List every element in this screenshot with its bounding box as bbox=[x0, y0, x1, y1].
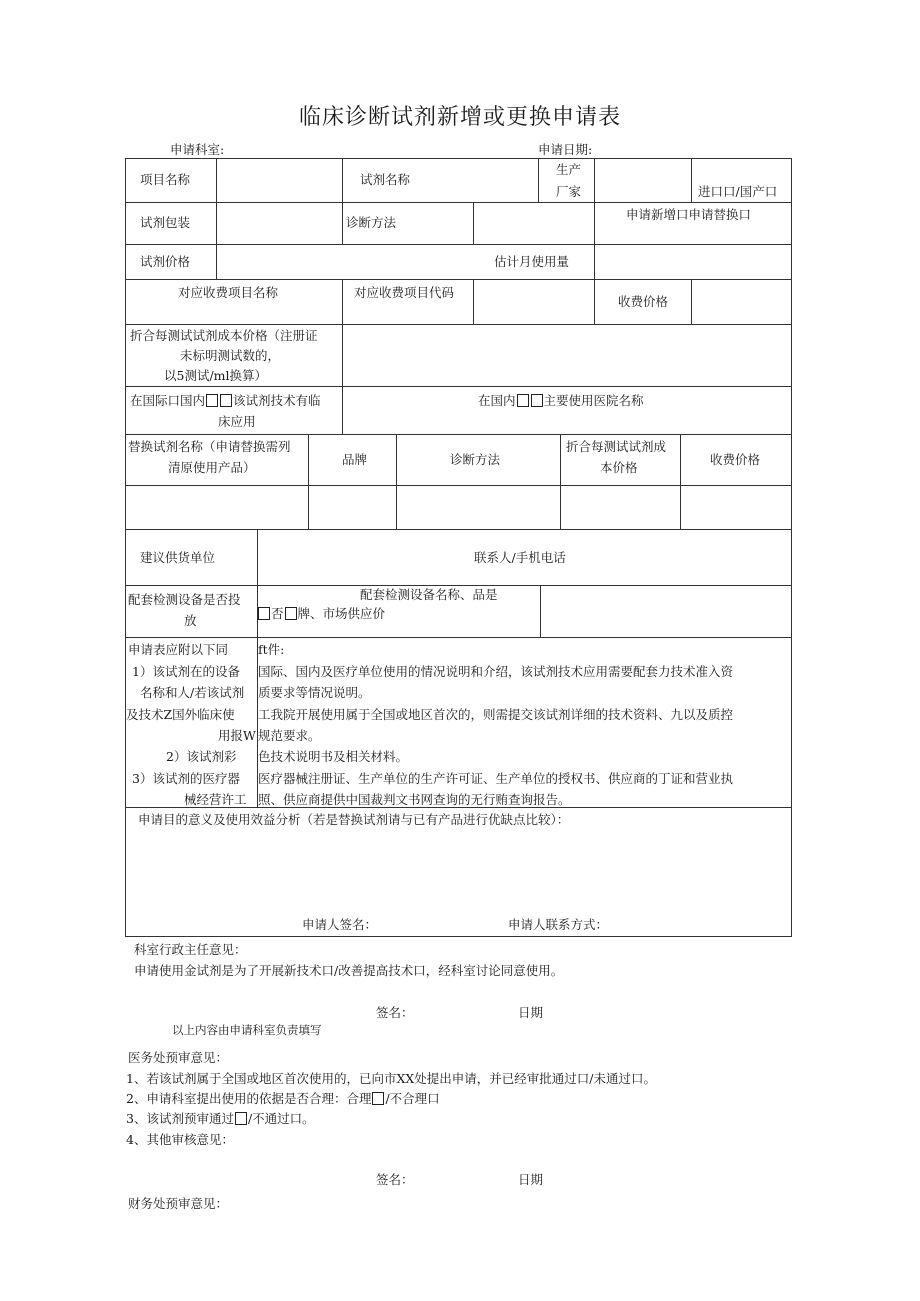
cost-per-test-b-label: 折合每测试试剂成 bbox=[566, 439, 667, 454]
checkbox-icon[interactable] bbox=[517, 394, 529, 407]
medical-dept-label: 医务处预审意见： bbox=[128, 1050, 229, 1065]
checkbox-icon[interactable] bbox=[235, 1112, 247, 1125]
attach-right-line: 照、供应商提供中国裁判文书网查询的无行贿查询报告。 bbox=[258, 792, 571, 807]
main-hospital-label bbox=[478, 391, 644, 411]
cost-per-test-b-label-2: 本价格 bbox=[600, 460, 638, 475]
manufacturer-label: 生产 bbox=[556, 162, 582, 177]
origin-checkbox[interactable]: 进口口/国产口 bbox=[698, 184, 778, 199]
apply-type-checkbox[interactable]: 申请新增口申请替换口 bbox=[626, 207, 752, 222]
main-hospital-text-1: 在国内 bbox=[478, 393, 516, 408]
dept-note: 以上内容由申请科室负责填写 bbox=[172, 1023, 322, 1037]
attach-left-line: 及技术Z国外临床使 bbox=[126, 707, 235, 722]
hospital-usage-label bbox=[130, 391, 321, 411]
checkbox-icon[interactable] bbox=[220, 394, 232, 407]
medical-sign-label: 签名： bbox=[376, 1172, 414, 1187]
dept-opinion-label: 科室行政主任意见： bbox=[134, 942, 247, 957]
equipment-name-label-2 bbox=[257, 604, 385, 624]
attach-left-line: 3）该试剂的医疗器 bbox=[132, 771, 240, 786]
attach-left-line: 2）该试剂彩 bbox=[166, 749, 237, 764]
replace-name-label-2: 清原使用产品） bbox=[168, 460, 256, 475]
attach-left-line: 名称和人/若该试剂 bbox=[140, 685, 245, 700]
fee-item-code-label: 对应收费项目代码 bbox=[354, 285, 455, 300]
contact-label: 联系人/手机电话 bbox=[474, 550, 566, 565]
medical-item-2-text: 2、申请科室提出使用的依据是否合理：合理 bbox=[126, 1091, 372, 1106]
item-name-label: 项目名称 bbox=[140, 172, 191, 187]
hospital-usage-text-2: 该试剂技术有临 bbox=[233, 393, 321, 408]
attach-right-line: 色技术说明书及相关材料。 bbox=[258, 749, 409, 764]
diag-method-label-2: 诊断方法 bbox=[450, 452, 501, 467]
fee-price-label: 收费价格 bbox=[618, 294, 669, 309]
dept-opinion-text: 申请使用金试剂是为了开展新技术口/改善提高技术口，经科室讨论同意使用。 bbox=[134, 963, 564, 978]
manufacturer-label-2: 厂家 bbox=[556, 184, 582, 199]
attach-right-line: 国际、国内及医疗单位使用的情况说明和介绍，该试剂技术应用需要配套力技术准入资 bbox=[258, 664, 734, 679]
reagent-name-label: 试剂名称 bbox=[360, 172, 411, 187]
equipment-name-text-2: 否 bbox=[271, 606, 284, 621]
medical-item-4: 4、其他审核意见： bbox=[126, 1132, 234, 1147]
cost-per-test-label: 折合每测试试剂成本价格（注册证 bbox=[130, 328, 318, 343]
attach-right-line: 规范要求。 bbox=[258, 728, 321, 743]
medical-item-2 bbox=[126, 1089, 440, 1109]
medical-item-3 bbox=[126, 1109, 315, 1129]
applicant-sign-label: 申请人签名： bbox=[302, 917, 378, 932]
checkbox-icon[interactable] bbox=[372, 1092, 384, 1105]
attach-left-line: 械经营许工 bbox=[184, 792, 247, 807]
attach-left-line: 申请表应附以下同 bbox=[128, 642, 229, 657]
applicant-contact-label: 申请人联系方式： bbox=[508, 917, 609, 932]
attach-right-line: 质要求等情况说明。 bbox=[258, 685, 371, 700]
packaging-label: 试剂包装 bbox=[140, 215, 191, 230]
attach-right-line: ft件: bbox=[258, 642, 285, 657]
checkbox-icon[interactable] bbox=[285, 607, 297, 620]
equipment-name-label: 配套检测设备名称、品是 bbox=[360, 587, 498, 602]
checkbox-icon[interactable] bbox=[206, 394, 218, 407]
dept-sign-label: 签名： bbox=[376, 1005, 414, 1020]
fee-item-name-label: 对应收费项目名称 bbox=[178, 285, 279, 300]
medical-date-label: 日期 bbox=[518, 1172, 544, 1187]
equipment-label: 配套检测设备是否投 bbox=[128, 592, 241, 607]
hospital-usage-text-1: 在国际口国内 bbox=[130, 393, 206, 408]
diag-method-label: 诊断方法 bbox=[346, 215, 397, 230]
checkbox-icon[interactable] bbox=[531, 394, 543, 407]
purpose-label: 申请目的意义及使用效益分析（若是替换试剂请与已有产品进行优缺点比较）： bbox=[138, 812, 570, 827]
equipment-name-text-3: 牌、市场供应价 bbox=[297, 606, 386, 621]
checkbox-icon[interactable] bbox=[258, 607, 270, 620]
main-hospital-text-2: 主要使用医院名称 bbox=[543, 393, 644, 408]
medical-item-1: 1、若该试剂属于全国或地区首次使用的，已向市XX处提出申请，并已经审批通过口/未通过口。 bbox=[126, 1071, 656, 1086]
attach-right-line: 工我院开展使用属于全国或地区首次的，则需提交该试剂详细的技术资料、九以及质控 bbox=[258, 707, 734, 722]
medical-item-3-text-2: /不通过口。 bbox=[247, 1111, 315, 1126]
dept-label: 申请科室: bbox=[170, 142, 225, 157]
attach-left-line: 1）该试剂在的设备 bbox=[132, 664, 240, 679]
medical-item-3-text: 3、该试剂预审通过 bbox=[126, 1111, 234, 1126]
finance-dept-label: 财务处预审意见： bbox=[128, 1196, 229, 1211]
attach-right-line: 医疗器械注册证、生产单位的生产许可证、生产单位的授权书、供应商的丁证和营业执 bbox=[258, 771, 734, 786]
page-title: 临床诊断试剂新增或更换申请表 bbox=[298, 105, 621, 130]
brand-label: 品牌 bbox=[342, 452, 368, 467]
cost-per-test-label-3: 以5测试/ml换算） bbox=[164, 368, 268, 383]
cost-per-test-label-2: 未标明测试数的， bbox=[180, 348, 281, 363]
hospital-usage-label-2: 床应用 bbox=[218, 414, 256, 429]
medical-item-2-text-2: /不合理口 bbox=[385, 1091, 440, 1106]
date-label: 申请日期: bbox=[538, 142, 593, 157]
attach-left-line: 用报W bbox=[218, 728, 256, 743]
equipment-label-2: 放 bbox=[184, 613, 197, 628]
fee-price-label-2: 收费价格 bbox=[710, 452, 761, 467]
monthly-usage-label: 估计月使用量 bbox=[494, 254, 570, 269]
replace-name-label: 替换试剂名称（申请替换需列 bbox=[128, 439, 291, 454]
supplier-label: 建议供货单位 bbox=[140, 550, 216, 565]
dept-date-label: 日期 bbox=[518, 1005, 544, 1020]
price-label: 试剂价格 bbox=[140, 254, 191, 269]
